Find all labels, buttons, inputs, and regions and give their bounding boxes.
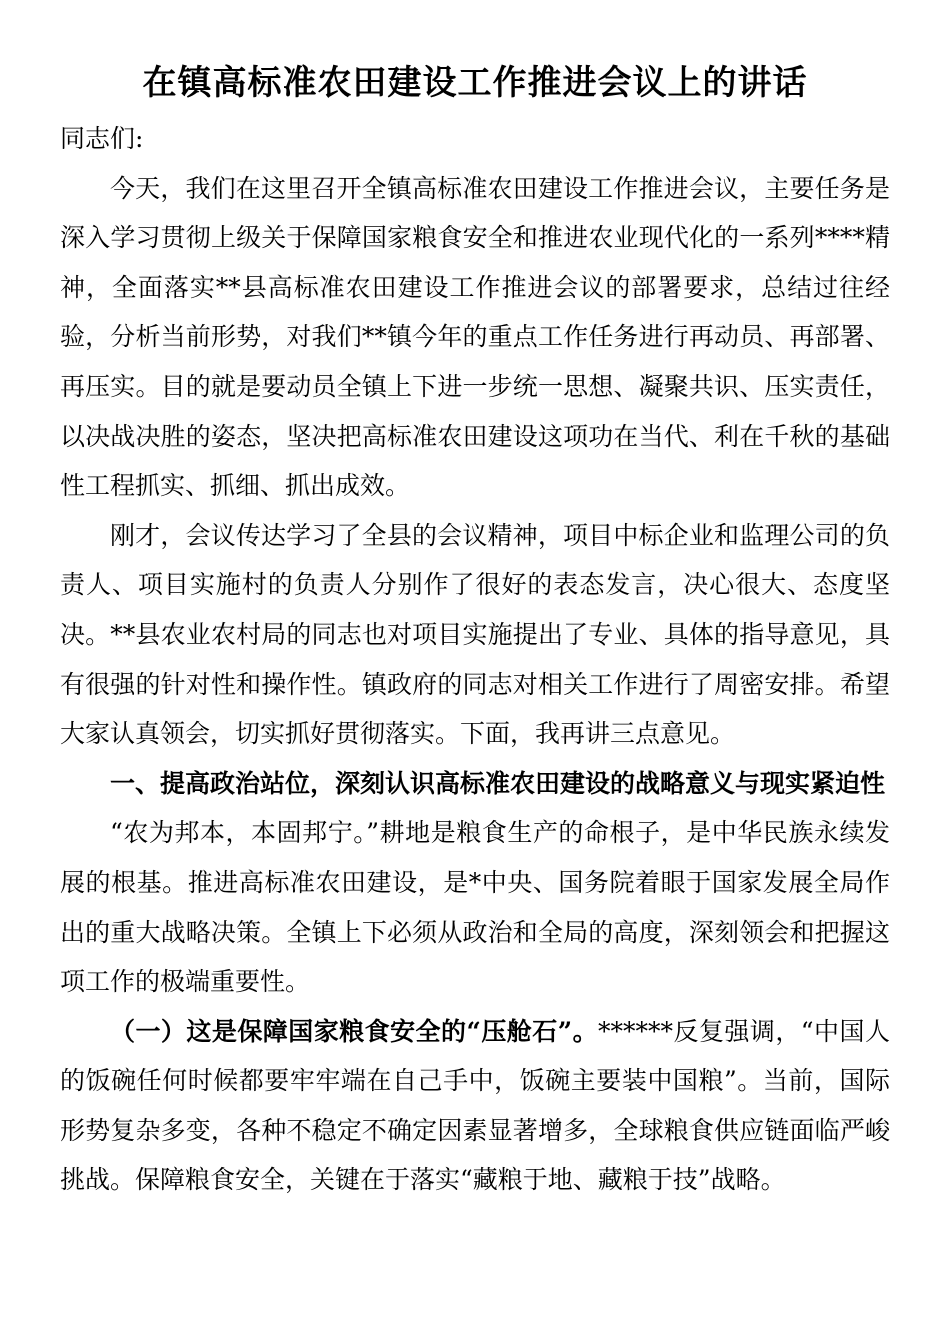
document-body [60, 114, 890, 1205]
subsection-heading-1: （一）这是保障国家粮食安全的“压舱石”。 [110, 1016, 599, 1046]
subsection-text-1: ******反复强调，“中国人的饭碗任何时候都要牢牢端在自己手中，饭碗主要装中国粮”。当前，国际形势复杂多变，各种不稳定不确定因素显著增多，全球粮食供应链面临严峻挑战。保障粮食安全，关键在于落实“藏粮于地、藏粮于技”战略。 [60, 1016, 890, 1195]
salutation: 同志们: [60, 124, 144, 153]
paragraph-section-1: “农为邦本，本固邦宁。”耕地是粮食生产的命根子，是中华民族永续发展的根基。推进高标准农田建设，是*中央、国务院着眼于国家发展全局作出的重大战略决策。全镇上下必须从政治和全局的高度，深刻领会和把握这项工作的极端重要性。 [60, 818, 890, 997]
paragraph-review: 刚才，会议传达学习了全县的会议精神，项目中标企业和监理公司的负责人、项目实施村的负责人分别作了很好的表态发言，决心很大、态度坚决。**县农业农村局的同志也对项目实施提出了专业、具体的指导意见，具有很强的针对性和操作性。镇政府的同志对相关工作进行了周密安排。希望大家认真领会，切实抓好贯彻落实。下面，我再讲三点意见。 [60, 520, 890, 749]
section-heading-1: 一、提高政治站位，深刻认识高标准农田建设的战略意义与现实紧迫性 [110, 768, 886, 798]
paragraph-opening: 今天，我们在这里召开全镇高标准农田建设工作推进会议，主要任务是深入学习贯彻上级关于保障国家粮食安全和推进农业现代化的一系列****精神，全面落实**县高标准农田建设工作推进会议的部署要求，总结过往经验，分析当前形势，对我们**镇今年的重点工作任务进行再动员、再部署、再压实。目的就是要动员全镇上下进一步统一思想、凝聚共识、压实责任，以决战决胜的姿态，坚决把高标准农田建设这项功在当代、利在千秋的基础性工程抓实、抓细、抓出成效。 [60, 173, 890, 501]
document-title: 在镇高标准农田建设工作推进会议上的讲话 [142, 63, 808, 103]
paragraph-subsection-1 [60, 1007, 890, 1205]
